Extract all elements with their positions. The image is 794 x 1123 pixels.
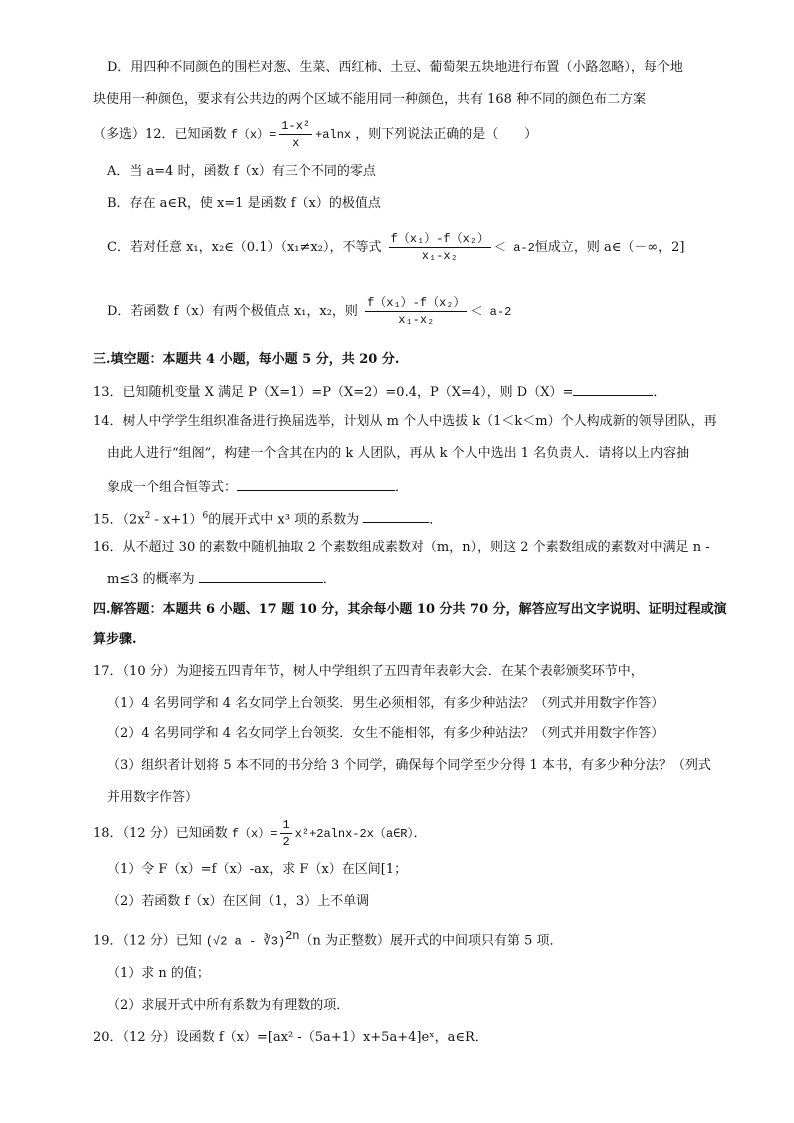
q17-part3-line1: （3）组织者计划将 5 本不同的书分给 3 个同学，确保每个同学至少分得 1 本书，有多少种分法？（列式: [107, 758, 711, 773]
q17-part1: （1）4 名男同学和 4 名女同学上台领奖．男生必须相邻，有多少种站法？（列式并用数字作答）: [107, 696, 665, 711]
question-15: 15．$(2x^2 - x+1)^6$的展开式中 x³ 项的系数为 ．: [93, 506, 442, 530]
q16-line2-text: m≤3 的概率为: [107, 572, 195, 587]
q16-answer-blank[interactable]: [199, 568, 323, 583]
q12-c-numerator: f（x₁）-f（x₂）: [390, 232, 490, 246]
q15-prefix: 15．（2x: [93, 512, 145, 528]
q14-answer-blank[interactable]: [237, 476, 395, 491]
q16-line2: m≤3 的概率为 ．: [107, 568, 336, 590]
q12-d-denominator: x₁-x₂: [398, 313, 435, 327]
q19-part2: （2）求展开式中所有系数为有理数的项．: [107, 998, 350, 1013]
question-20: 20．（12 分）设函数 f（x）=[ax² -（5a+1）x+5a+4]eˣ，a∈R．: [93, 1030, 488, 1045]
q19-prefix: 19．（12 分）已知: [93, 933, 202, 949]
q12-prefix: （多选）12．已知函数: [93, 127, 227, 142]
q12-c-suffix: 恒成立，则 a∈（－∞，2]: [534, 240, 685, 255]
question-13: 13．已知随机变量 X 满足 P（X=1）=P（X=2）=0.4，P（X=4），则 D（X）= ．: [93, 381, 666, 403]
q12-option-b: B．存在 a∈R，使 x=1 是函数 f（x）的极值点: [107, 196, 381, 211]
q12-numerator: 1-x²: [281, 119, 311, 133]
q14-line3: 象成一个组合恒等式： ．: [107, 476, 408, 498]
q18-half: [280, 817, 291, 850]
q12-d-numerator: f（x₁）-f（x₂）: [367, 296, 466, 310]
q13-answer-blank[interactable]: [573, 381, 653, 396]
q18-prefix: 18．（12 分）已知函数: [93, 826, 228, 841]
q12-option-c: [107, 228, 685, 268]
q18-rest: x²+2alnx-2x（a∈R）: [294, 827, 414, 841]
q15-answer-blank[interactable]: [363, 508, 429, 523]
q12-option-a: A．当 a=4 时，函数 f（x）有三个不同的零点: [107, 164, 376, 179]
q12-d-relation: ＜ a-2: [470, 305, 512, 319]
q18-half-num: 1: [282, 818, 290, 832]
q15-mid: - x+1）: [150, 512, 203, 528]
q12-c-fraction: [389, 231, 491, 264]
q19-suffix: （n 为正整数）展开式的中间项只有第 5 项．: [299, 933, 563, 949]
q12-c-relation: ＜ a-2: [494, 241, 535, 255]
q19-part1: （1）求 n 的值；: [107, 966, 210, 981]
q12-d-prefix: D．若函数 f（x）有两个极值点 x₁，x₂，则: [107, 304, 358, 319]
q12-tail: +alnx: [315, 128, 352, 142]
q17-part3-line2: 并用数字作答）: [107, 790, 199, 805]
q19-expression: (√2 a - ∛3): [205, 934, 286, 949]
option-d-line2: 块使用一种颜色，要求有公共边的两个区域不能用同一种颜色，共有 168 种不同的颜色布二方案: [93, 92, 647, 107]
question-12-stem: [93, 118, 537, 152]
q14-line2: 由此人进行“组阁”，构建一个含其在内的 k 人团队，再从 k 个人中选出 1 名负责人．请将以上内容抽: [107, 446, 690, 461]
section-3-heading: 三.填空题：本题共 4 小题，每小题 5 分，共 20 分.: [93, 352, 400, 367]
q12-fraction: [279, 118, 312, 151]
q14-line1: 14．树人中学学生组织准备进行换届选举，计划从 m 个人中选拔 k（1＜k＜m）个人构成新的领导团队，再: [93, 414, 717, 429]
q13-text: 13．已知随机变量 X 满足 P（X=1）=P（X=2）=0.4，P（X=4），则 D（X）=: [93, 385, 574, 400]
q17-part2: （2）4 名男同学和 4 名女同学上台领奖．女生不能相邻，有多少种站法？（列式并用数字作答）: [107, 726, 665, 741]
q18-part2: （2）若函数 f（x）在区间（1，3）上不单调: [107, 894, 370, 909]
q18-half-den: 2: [282, 835, 290, 849]
q12-func: f（x）=: [230, 128, 277, 142]
q19-stem: [93, 926, 563, 951]
q12-suffix: ，则下列说法正确的是（ ）: [355, 127, 538, 142]
q19-power: 2n: [285, 929, 300, 943]
section-4-heading-line1: 四.解答题：本题共 6 小题、17 题 10 分，其余每小题 10 分共 70 分，解答应写出文字说明、证明过程或演: [93, 602, 727, 617]
q12-d-fraction: [365, 295, 467, 328]
q12-denominator: x: [292, 136, 300, 150]
q16-line1: 16．从不超过 30 的素数中随机抽取 2 个素数组成素数对（m，n），则这 2 个素数组成的素数对中满足 n -: [93, 540, 710, 555]
option-d-line1: D．用四种不同颜色的围栏对葱、生菜、西红柿、土豆、葡萄架五块地进行布置（小路忽略），每个地: [107, 60, 683, 75]
q12-c-denominator: x₁-x₂: [421, 249, 458, 263]
q15-suffix: 的展开式中 x³ 项的系数为: [208, 512, 360, 528]
q18-func: f（x）=: [231, 827, 278, 841]
q18-part1: （1）令 F（x）=f（x）-ax，求 F（x）在区间[1；: [107, 862, 408, 877]
q18-stem: 18．（12 分）已知函数 f（x）= $\frac{1}{2}$ x²+2alnx-2x（a∈R）．: [93, 818, 427, 849]
q12-c-prefix: C．若对任意 x₁，x₂∈（0.1）（x₁≠x₂），不等式: [107, 240, 382, 255]
section-4-heading-line2: 算步骤.: [93, 632, 137, 647]
q17-stem: 17．（10 分）为迎接五四青年节，树人中学组织了五四青年表彰大会．在某个表彰颁奖环节中，: [93, 664, 644, 679]
q14-line3-text: 象成一个组合恒等式：: [107, 480, 238, 495]
q12-option-d: [107, 292, 511, 332]
